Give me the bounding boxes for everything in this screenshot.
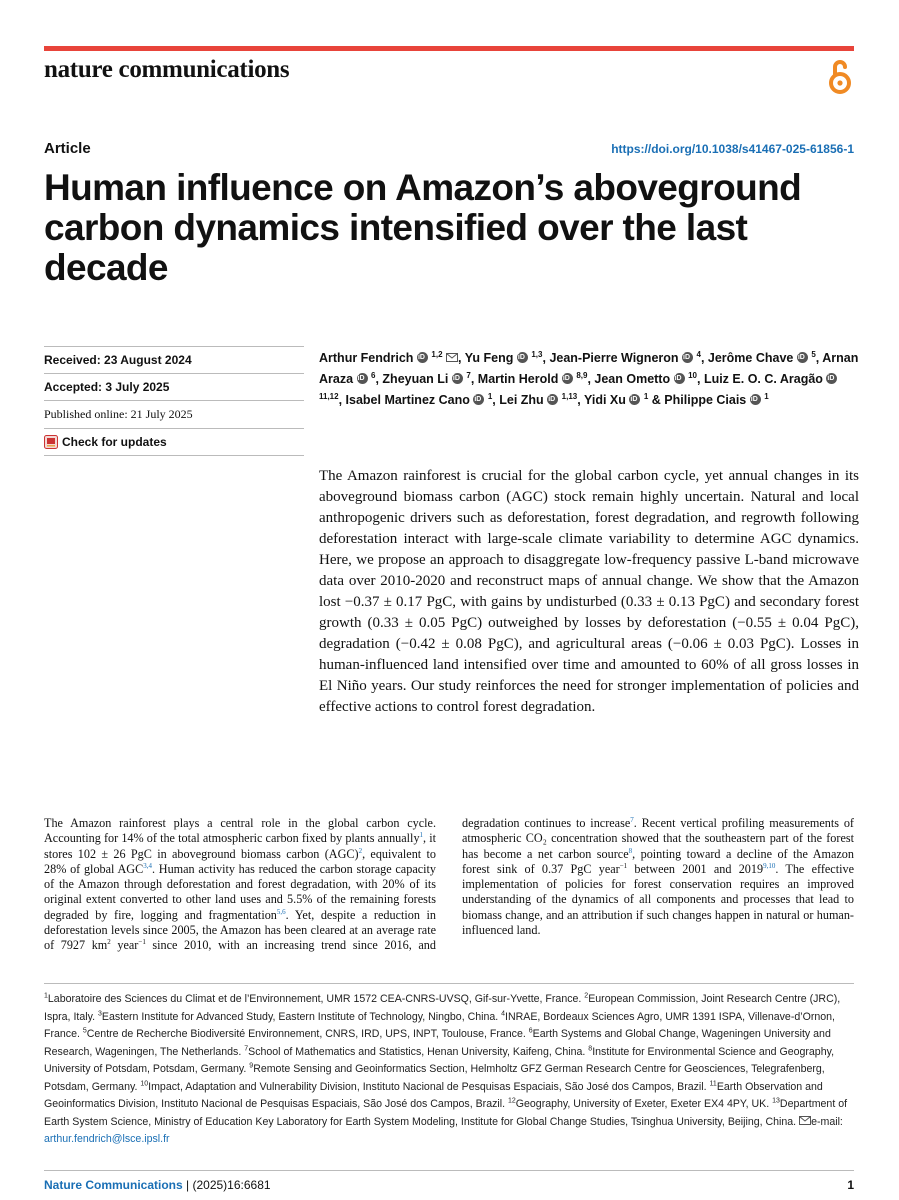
affiliation-text: Impact, Adaptation and Vulnerability Division, Instituto Nacional de Pesquisas Espaciais, São José dos Campos, Brazil. [148,1080,710,1093]
author-name[interactable]: Arthur Fendrich [319,351,414,365]
author-list: Arthur Fendrich iD $^{1,2}$ , Yu Feng iD $^{1,3}$, Jean-Pierre Wigneron iD $^4$, Jerôme Chave iD $^5$, Arnan Araza iD $^6$, Zheyuan Li iD $^7$, Martin Herold iD $^{8,9}$, Jean Ometto iD $^{10}$, Luiz E. O. C. Aragão iD $^{11,12}$, Isabel Martinez Cano iD $^1$, Lei Zhu iD $^{1,13}$, Yidi Xu iD $^1$ & Philippe Ciais iD $^1$ [319,348,859,411]
author-name[interactable]: Lei Zhu [499,393,544,407]
affiliation-number: 10 [140,1079,149,1087]
footer-citation [44,1178,271,1192]
body-text: The Amazon rainforest plays a central role in the global carbon cycle. Accounting for 14% of the total atmospheric carbon fixed by plants annually$^1$, it stores 102 ± 26 PgC in aboveground biomass carbon (AGC)$^2$, equivalent to 28% of global AGC$^{3,4}$. Human activity has reduced the carbon storage capacity of the Amazon through deforestation and forest degradation, with 20% of its original extent converted to other land uses and 5.5% of the remaining forests degraded by fire, logging and fragmentation$^{5,6}$. Yet, despite a reduction in deforestation levels since 2005, the Amazon has been cleared at an average rate of 7927 $km^2$ year$^{-1}$ since 2010, with an increasing trend since 2016, and degradation continues to increase$^7$. Recent vertical profiling measurements of atmospheric CO₂ concentration showed that the southeastern part of the forest has become a net carbon source$^8$, pointing toward a decline of the Amazon forest sink of 0.37 PgC year$^{-1}$ between 2001 and 2019$^{9,10}$. The effective implementation of policies for forest conservation requires an improved understanding of the dynamics of all components and processes that lead to biomass change, and an attribution if such changes happen in natural or human-influenced land. [44,815,854,953]
author-name[interactable]: Jean-Pierre Wigneron [549,351,679,365]
journal-name: nature communications [44,56,290,83]
orcid-icon[interactable] [417,352,428,363]
author-name[interactable]: Arnan Araza [319,351,859,386]
author-affiliation-number: 6 [371,370,376,380]
affiliation-text: Geography, University of Exeter, Exeter EX4 4PY, UK. [515,1098,773,1110]
author-name[interactable]: Martin Herold [477,372,559,386]
ref-link[interactable]: 9,10 [763,861,776,870]
orcid-icon[interactable] [682,352,693,363]
orcid-icon[interactable] [674,373,685,384]
affiliation-number: 2 [584,992,589,1000]
orcid-icon[interactable] [473,394,484,405]
affiliation-number: 5 [82,1027,87,1035]
affiliation-number: 13 [772,1097,780,1105]
author-affiliation-number: 1,13 [561,391,578,401]
orcid-icon[interactable] [797,352,808,363]
author-affiliation-number: 1,2 [431,349,443,359]
author-affiliation-number: 11,12 [319,391,339,401]
affiliation-divider [44,983,854,984]
affiliation-number: 12 [507,1097,516,1105]
author-name[interactable]: Philippe Ciais [664,393,747,407]
affiliation-text: School of Mathematics and Statistics, Henan University, Kaifeng, China. [248,1045,589,1058]
orcid-icon[interactable] [826,373,837,384]
author-affiliation-number: 1,3 [531,349,543,359]
affiliation-text: Earth Systems and Global Change, Wageningen University and Research, Wageningen, The Netherlands. [44,1028,831,1058]
ref-link[interactable]: 7 [630,815,634,824]
mail-icon [799,1116,811,1125]
affiliation-number: 7 [244,1044,249,1052]
affiliation-number: 9 [249,1062,254,1070]
affiliation-text: Institute for Environmental Science and Geography, University of Potsdam, Potsdam, Germany. [44,1045,835,1075]
orcid-icon[interactable] [517,352,528,363]
email-link[interactable]: arthur.fendrich@lsce.ipsl.fr [44,1133,170,1145]
author-name[interactable]: Luiz E. O. C. Aragão [703,372,823,386]
accepted-date: Accepted: 3 July 2025 [44,380,170,394]
affiliation-number: 8 [588,1044,593,1052]
footer-divider [44,1170,854,1171]
author-affiliation-number: 8,9 [576,370,588,380]
check-updates-icon [44,435,58,449]
author-name[interactable]: Jerôme Chave [707,351,794,365]
author-affiliation-number: 1 [764,391,769,401]
author-name[interactable]: Yu Feng [464,351,514,365]
author-name[interactable]: Jean Ometto [594,372,671,386]
author-name[interactable]: Zheyuan Li [382,372,449,386]
orcid-icon[interactable] [750,394,761,405]
affiliation-text: INRAE, Bordeaux Sciences Agro, UMR 1391 ISPA, Villenave-d’Ornon, France. [44,1010,835,1040]
article-title: Human influence on Amazon’s aboveground carbon dynamics intensified over the last decade [44,167,802,288]
orcid-icon[interactable] [357,373,368,384]
author-affiliation-number: 5 [811,349,816,359]
received-date: Received: 23 August 2024 [44,353,192,367]
affiliation-text: Laboratoire des Sciences du Climat et de l’Environnement, UMR 1572 CEA-CNRS-UVSQ, Gif-sur-Yvette, France. [47,993,585,1005]
affiliation-text: Centre de Recherche Biodiversité Environnement, CNRS, IRD, UPS, INPT, Toulouse, France. [86,1028,529,1040]
footer-journal: Nature Communications [44,1178,183,1192]
article-type: Article [44,140,91,157]
page-number: 1 [847,1178,854,1192]
journal-accent-bar [44,46,854,51]
open-access-icon [826,56,854,96]
published-date: Published online: 21 July 2025 [44,407,193,421]
affiliation-number: 6 [528,1027,533,1035]
orcid-icon[interactable] [452,373,463,384]
author-name[interactable]: Yidi Xu [583,393,626,407]
footer-volume: | (2025)16:6681 [182,1178,271,1192]
author-affiliation-number: 4 [696,349,701,359]
affiliation-text: Eastern Institute for Advanced Study, Eastern Institute of Technology, Ningbo, China. [101,1010,502,1023]
author-affiliation-number: 1 [487,391,493,401]
affiliation-text: Remote Sensing and Geoinformatics Section, Helmholtz GFZ German Research Centre for Geosciences, Telegrafenberg, Potsdam, Germany. [44,1063,825,1093]
author-name[interactable]: Isabel Martinez Cano [345,393,470,407]
affiliation-number: 11 [709,1079,717,1087]
author-affiliation-number: 7 [466,370,471,380]
affiliation-number: 1 [44,992,48,1000]
ref-link[interactable]: 8 [628,846,633,855]
ref-link[interactable]: 1 [419,831,424,840]
publication-dates [44,346,304,456]
ref-link[interactable]: 5,6 [276,907,286,916]
orcid-icon[interactable] [562,373,573,384]
mail-icon[interactable] [446,353,458,362]
orcid-icon[interactable] [629,394,640,405]
check-updates-button[interactable] [44,429,304,455]
affiliation-text: Department of Earth System Science, Ministry of Education Key Laboratory for Earth System Modeling, Institute for Global Change Studies, Tsinghua University, Beijing, China. [44,1098,848,1128]
affiliation-text: European Commission, Joint Research Centre (JRC), Ispra, Italy. [44,993,841,1023]
ref-link[interactable]: 3,4 [143,861,152,870]
check-updates-label: Check for updates [62,435,167,449]
doi-link[interactable]: https://doi.org/10.1038/s41467-025-61856-1 [611,142,854,156]
author-affiliation-number: 1 [643,391,649,401]
ref-link[interactable]: 2 [358,846,363,855]
author-affiliation-number: 10 [688,370,697,380]
affiliation-text: Earth Observation and Geoinformatics Division, Instituto Nacional de Pesquisas Espaciais, São José dos Campos, Brazil. [44,1080,823,1110]
affiliation-number: 3 [97,1009,102,1017]
affiliation-number: 4 [501,1009,506,1017]
email-label: e-mail: [811,1115,843,1128]
abstract: The Amazon rainforest is crucial for the global carbon cycle, yet annual changes in its aboveground biomass carbon (AGC) stock remain highly uncertain. Natural and local anthropogenic drivers such as deforestation, forest degradation, and regrowth following deforestation interact with large-scale climate variability to determine AGC dynamics. Here, we propose an approach to disaggregate low-frequency passive L-band microwave data over 2010-2020 and reconstruct maps of annual change. We show that the Amazon lost −0.37 ± 0.17 PgC, with gains by undisturbed (0.33 ± 0.13 PgC) and secondary forest growth (0.33 ± 0.05 PgC) outweighed by losses by deforestation (−0.55 ± 0.04 PgC), degradation (−0.42 ± 0.08 PgC), and agricultural areas (−0.06 ± 0.03 PgC). Losses in human-influenced land intensified over time and amounted to 60% of all gross losses in El Niño years. Our study reinforces the need for stronger implementation of policies and effective actions to control forest degradation. [319,468,859,715]
orcid-icon[interactable] [547,394,558,405]
affiliations [44,991,854,1149]
